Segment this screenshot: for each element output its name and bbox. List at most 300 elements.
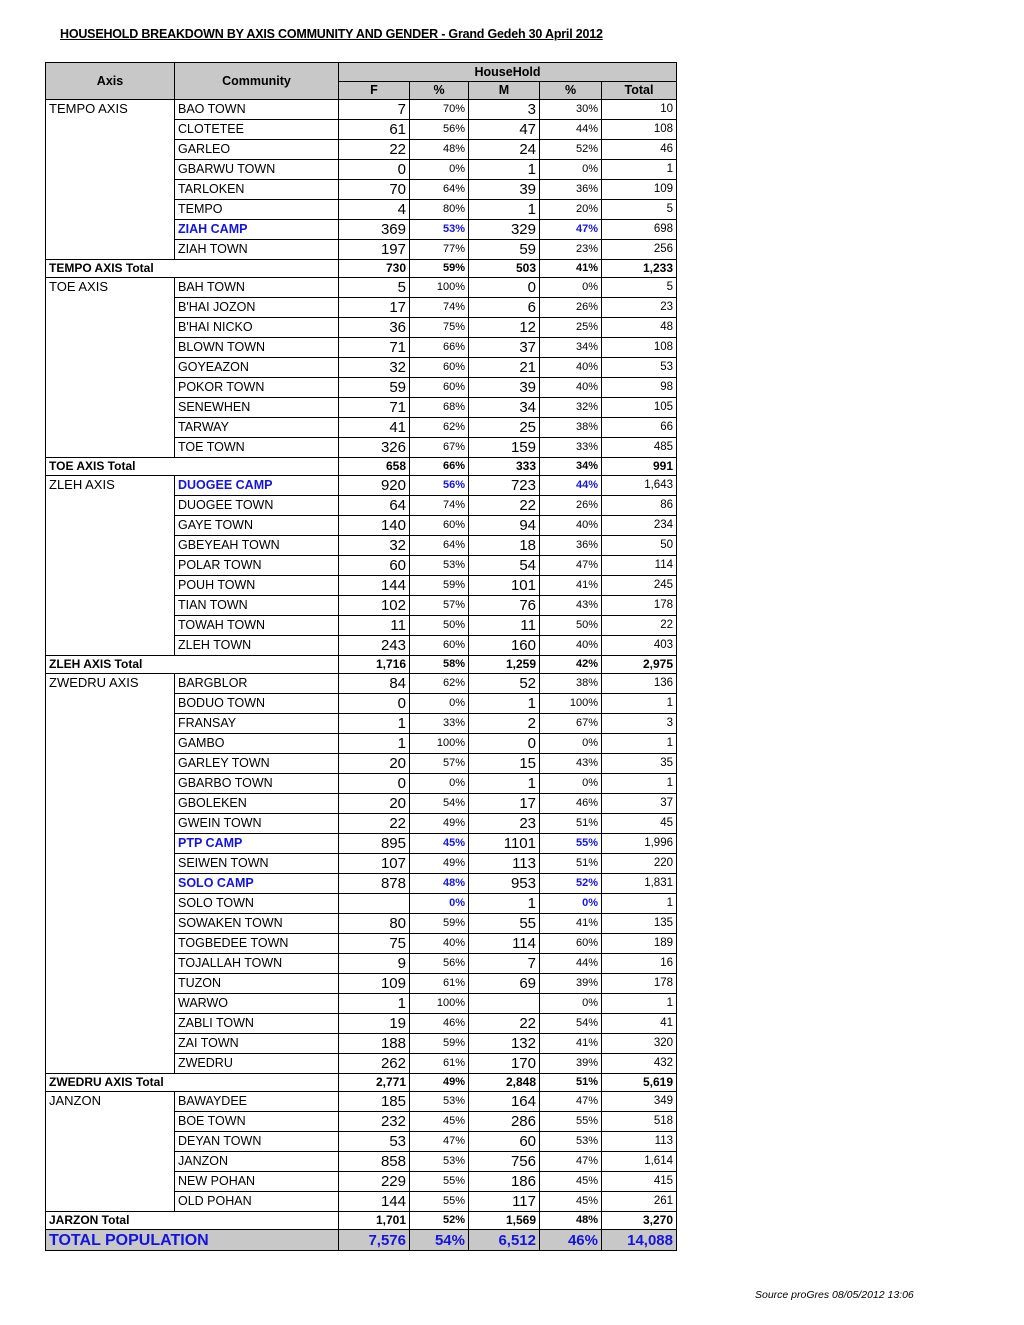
- female-percent: 62%: [410, 418, 469, 438]
- row-total: 105: [602, 398, 677, 418]
- female-percent: 49%: [410, 814, 469, 834]
- male-count: 69: [469, 974, 540, 994]
- female-percent: 100%: [410, 734, 469, 754]
- male-count: 113: [469, 854, 540, 874]
- community-name: GARLEY TOWN: [175, 754, 339, 774]
- female-count: 75: [339, 934, 410, 954]
- male-percent: 55%: [540, 834, 602, 854]
- community-name: GBEYEAH TOWN: [175, 536, 339, 556]
- axis-total-female-percent: 66%: [410, 458, 469, 476]
- male-count: 25: [469, 418, 540, 438]
- male-count: 114: [469, 934, 540, 954]
- row-total: 23: [602, 298, 677, 318]
- axis-total-male-percent: 41%: [540, 260, 602, 278]
- male-percent: 43%: [540, 596, 602, 616]
- axis-total-male-percent: 48%: [540, 1212, 602, 1230]
- community-name: ZABLI TOWN: [175, 1014, 339, 1034]
- row-total: 66: [602, 418, 677, 438]
- male-percent: 0%: [540, 774, 602, 794]
- row-total: 1: [602, 774, 677, 794]
- axis-total-male-percent: 51%: [540, 1074, 602, 1092]
- female-percent: 80%: [410, 200, 469, 220]
- female-count: 878: [339, 874, 410, 894]
- community-name: DUOGEE TOWN: [175, 496, 339, 516]
- female-count: 1: [339, 994, 410, 1014]
- row-total: 135: [602, 914, 677, 934]
- female-percent: 60%: [410, 636, 469, 656]
- row-total: 114: [602, 556, 677, 576]
- female-count: 144: [339, 1192, 410, 1212]
- female-count: 0: [339, 774, 410, 794]
- male-count: 60: [469, 1132, 540, 1152]
- axis-total-row: [46, 656, 677, 674]
- row-total: 698: [602, 220, 677, 240]
- axis-name: TOE AXIS: [46, 278, 175, 458]
- female-percent: 0%: [410, 894, 469, 914]
- male-percent: 34%: [540, 338, 602, 358]
- male-count: 1: [469, 160, 540, 180]
- male-count: 22: [469, 1014, 540, 1034]
- community-name: B'HAI NICKO: [175, 318, 339, 338]
- row-total: 5: [602, 278, 677, 298]
- female-percent: 74%: [410, 496, 469, 516]
- male-count: 1: [469, 894, 540, 914]
- male-count: 1: [469, 694, 540, 714]
- community-name: TOJALLAH TOWN: [175, 954, 339, 974]
- male-count: 11: [469, 616, 540, 636]
- male-percent: 47%: [540, 556, 602, 576]
- female-percent: 56%: [410, 120, 469, 140]
- female-count: 243: [339, 636, 410, 656]
- row-total: 5: [602, 200, 677, 220]
- female-percent: 60%: [410, 516, 469, 536]
- female-percent: 48%: [410, 874, 469, 894]
- community-name: NEW POHAN: [175, 1172, 339, 1192]
- row-total: 10: [602, 100, 677, 120]
- male-count: 3: [469, 100, 540, 120]
- female-percent: 53%: [410, 220, 469, 240]
- grand-total-male: 6,512: [469, 1230, 540, 1251]
- row-total: 108: [602, 338, 677, 358]
- female-percent: 53%: [410, 556, 469, 576]
- row-total: 234: [602, 516, 677, 536]
- male-percent: 52%: [540, 874, 602, 894]
- male-count: 54: [469, 556, 540, 576]
- m-header: M: [469, 82, 540, 100]
- grand-total-female-percent: 54%: [410, 1230, 469, 1251]
- row-total: 45: [602, 814, 677, 834]
- male-count: 132: [469, 1034, 540, 1054]
- axis-total-male-percent: 42%: [540, 656, 602, 674]
- female-count: 9: [339, 954, 410, 974]
- community-name: BAH TOWN: [175, 278, 339, 298]
- female-percent: 66%: [410, 338, 469, 358]
- community-name: TOGBEDEE TOWN: [175, 934, 339, 954]
- female-count: 60: [339, 556, 410, 576]
- table-row: [46, 1092, 677, 1112]
- male-percent: 40%: [540, 636, 602, 656]
- axis-total-male: 1,259: [469, 656, 540, 674]
- male-percent: 52%: [540, 140, 602, 160]
- community-name: SEIWEN TOWN: [175, 854, 339, 874]
- community-name: BAWAYDEE: [175, 1092, 339, 1112]
- table-row: [46, 278, 677, 298]
- female-count: 920: [339, 476, 410, 496]
- community-name: SOLO CAMP: [175, 874, 339, 894]
- community-name: B'HAI JOZON: [175, 298, 339, 318]
- female-percent: 46%: [410, 1014, 469, 1034]
- row-total: 35: [602, 754, 677, 774]
- female-count: 22: [339, 814, 410, 834]
- male-percent: 67%: [540, 714, 602, 734]
- female-count: 102: [339, 596, 410, 616]
- female-percent: 53%: [410, 1092, 469, 1112]
- male-count: 76: [469, 596, 540, 616]
- row-total: 1,996: [602, 834, 677, 854]
- household-table: [45, 62, 677, 1251]
- male-percent: 38%: [540, 418, 602, 438]
- female-count: 140: [339, 516, 410, 536]
- female-percent: 57%: [410, 596, 469, 616]
- male-count: 59: [469, 240, 540, 260]
- female-count: 144: [339, 576, 410, 596]
- female-count: 53: [339, 1132, 410, 1152]
- male-percent: 47%: [540, 1152, 602, 1172]
- axis-total-label: TOE AXIS Total: [46, 458, 339, 476]
- row-total: 41: [602, 1014, 677, 1034]
- grand-total-row: [46, 1230, 677, 1251]
- household-header: HouseHold: [339, 63, 677, 82]
- community-name: ZAI TOWN: [175, 1034, 339, 1054]
- footer-source: Source proGres 08/05/2012 13:06: [755, 1289, 914, 1301]
- axis-total-label: TEMPO AXIS Total: [46, 260, 339, 278]
- female-count: 80: [339, 914, 410, 934]
- axis-name: TEMPO AXIS: [46, 100, 175, 260]
- male-percent: 46%: [540, 794, 602, 814]
- table-row: [46, 100, 677, 120]
- female-percent: 64%: [410, 180, 469, 200]
- axis-total-female: 658: [339, 458, 410, 476]
- axis-total-total: 5,619: [602, 1074, 677, 1092]
- row-total: 245: [602, 576, 677, 596]
- community-name: DEYAN TOWN: [175, 1132, 339, 1152]
- male-count: 1101: [469, 834, 540, 854]
- male-count: 117: [469, 1192, 540, 1212]
- female-percent: 70%: [410, 100, 469, 120]
- community-name: BARGBLOR: [175, 674, 339, 694]
- row-total: 3: [602, 714, 677, 734]
- male-count: 94: [469, 516, 540, 536]
- female-percent: 0%: [410, 774, 469, 794]
- female-percent: 45%: [410, 834, 469, 854]
- female-count: 5: [339, 278, 410, 298]
- female-count: 0: [339, 694, 410, 714]
- male-count: 22: [469, 496, 540, 516]
- male-count: 55: [469, 914, 540, 934]
- male-percent: 45%: [540, 1172, 602, 1192]
- female-percent: 60%: [410, 358, 469, 378]
- female-count: 70: [339, 180, 410, 200]
- axis-total-male: 333: [469, 458, 540, 476]
- male-percent: 0%: [540, 734, 602, 754]
- female-percent: 74%: [410, 298, 469, 318]
- axis-total-male: 2,848: [469, 1074, 540, 1092]
- row-total: 349: [602, 1092, 677, 1112]
- row-total: 432: [602, 1054, 677, 1074]
- axis-total-female-percent: 59%: [410, 260, 469, 278]
- community-name: BAO TOWN: [175, 100, 339, 120]
- grand-total-label: TOTAL POPULATION: [46, 1230, 339, 1251]
- female-count: 22: [339, 140, 410, 160]
- axis-total-female-percent: 49%: [410, 1074, 469, 1092]
- female-percent: 55%: [410, 1192, 469, 1212]
- community-name: GARLEO: [175, 140, 339, 160]
- community-name: TOWAH TOWN: [175, 616, 339, 636]
- male-percent: 25%: [540, 318, 602, 338]
- female-count: 197: [339, 240, 410, 260]
- axis-total-label: ZWEDRU AXIS Total: [46, 1074, 339, 1092]
- female-count: 0: [339, 160, 410, 180]
- male-count: 21: [469, 358, 540, 378]
- axis-total-row: [46, 260, 677, 278]
- community-name: GWEIN TOWN: [175, 814, 339, 834]
- female-count: 185: [339, 1092, 410, 1112]
- community-name: BLOWN TOWN: [175, 338, 339, 358]
- row-total: 136: [602, 674, 677, 694]
- row-total: 415: [602, 1172, 677, 1192]
- male-percent: 39%: [540, 974, 602, 994]
- male-count: 186: [469, 1172, 540, 1192]
- female-percent: 75%: [410, 318, 469, 338]
- community-name: FRANSAY: [175, 714, 339, 734]
- female-count: 61: [339, 120, 410, 140]
- male-percent: 40%: [540, 516, 602, 536]
- female-percent: 0%: [410, 160, 469, 180]
- axis-header: Axis: [46, 63, 175, 100]
- female-percent: 61%: [410, 974, 469, 994]
- community-name: WARWO: [175, 994, 339, 1014]
- male-count: 1: [469, 200, 540, 220]
- male-percent: 54%: [540, 1014, 602, 1034]
- female-count: 858: [339, 1152, 410, 1172]
- community-name: ZIAH CAMP: [175, 220, 339, 240]
- total-header: Total: [602, 82, 677, 100]
- grand-total-female: 7,576: [339, 1230, 410, 1251]
- female-count: 71: [339, 398, 410, 418]
- axis-total-female-percent: 58%: [410, 656, 469, 674]
- male-count: 47: [469, 120, 540, 140]
- axis-total-female: 1,701: [339, 1212, 410, 1230]
- male-count: 756: [469, 1152, 540, 1172]
- female-count: 188: [339, 1034, 410, 1054]
- male-percent: 26%: [540, 496, 602, 516]
- female-count: 7: [339, 100, 410, 120]
- male-percent: 41%: [540, 914, 602, 934]
- page-title: HOUSEHOLD BREAKDOWN BY AXIS COMMUNITY AND GENDER - Grand Gedeh 30 April 2012: [60, 27, 603, 41]
- male-count: 23: [469, 814, 540, 834]
- community-name: BOE TOWN: [175, 1112, 339, 1132]
- female-percent: 55%: [410, 1172, 469, 1192]
- row-total: 1,831: [602, 874, 677, 894]
- row-total: 485: [602, 438, 677, 458]
- grand-total-male-percent: 46%: [540, 1230, 602, 1251]
- pct-f-header: %: [410, 82, 469, 100]
- female-percent: 0%: [410, 694, 469, 714]
- row-total: 189: [602, 934, 677, 954]
- community-name: TARWAY: [175, 418, 339, 438]
- community-name: GBOLEKEN: [175, 794, 339, 814]
- male-count: [469, 994, 540, 1014]
- male-percent: 51%: [540, 814, 602, 834]
- male-count: 12: [469, 318, 540, 338]
- female-percent: 100%: [410, 994, 469, 1014]
- male-percent: 33%: [540, 438, 602, 458]
- male-percent: 60%: [540, 934, 602, 954]
- row-total: 1,643: [602, 476, 677, 496]
- axis-total-row: [46, 1212, 677, 1230]
- axis-total-total: 2,975: [602, 656, 677, 674]
- male-percent: 45%: [540, 1192, 602, 1212]
- female-percent: 59%: [410, 576, 469, 596]
- axis-name: JANZON: [46, 1092, 175, 1212]
- female-count: 20: [339, 754, 410, 774]
- male-count: 723: [469, 476, 540, 496]
- female-count: 64: [339, 496, 410, 516]
- male-percent: 50%: [540, 616, 602, 636]
- male-percent: 100%: [540, 694, 602, 714]
- row-total: 109: [602, 180, 677, 200]
- row-total: 256: [602, 240, 677, 260]
- table-row: [46, 674, 677, 694]
- male-percent: 47%: [540, 220, 602, 240]
- community-name: GAYE TOWN: [175, 516, 339, 536]
- axis-total-row: [46, 458, 677, 476]
- community-name: BODUO TOWN: [175, 694, 339, 714]
- male-count: 52: [469, 674, 540, 694]
- male-count: 24: [469, 140, 540, 160]
- male-count: 286: [469, 1112, 540, 1132]
- axis-total-row: [46, 1074, 677, 1092]
- community-name: TIAN TOWN: [175, 596, 339, 616]
- axis-total-label: JARZON Total: [46, 1212, 339, 1230]
- row-total: 53: [602, 358, 677, 378]
- male-count: 953: [469, 874, 540, 894]
- row-total: 1: [602, 160, 677, 180]
- community-name: TUZON: [175, 974, 339, 994]
- female-percent: 100%: [410, 278, 469, 298]
- community-name: GBARWU TOWN: [175, 160, 339, 180]
- female-percent: 33%: [410, 714, 469, 734]
- community-name: TARLOKEN: [175, 180, 339, 200]
- female-percent: 49%: [410, 854, 469, 874]
- male-count: 164: [469, 1092, 540, 1112]
- female-count: 17: [339, 298, 410, 318]
- row-total: 48: [602, 318, 677, 338]
- male-count: 2: [469, 714, 540, 734]
- axis-total-female: 2,771: [339, 1074, 410, 1092]
- male-percent: 53%: [540, 1132, 602, 1152]
- male-count: 160: [469, 636, 540, 656]
- community-name: ZLEH TOWN: [175, 636, 339, 656]
- community-name: PTP CAMP: [175, 834, 339, 854]
- female-percent: 62%: [410, 674, 469, 694]
- row-total: 403: [602, 636, 677, 656]
- community-name: SOLO TOWN: [175, 894, 339, 914]
- female-count: 41: [339, 418, 410, 438]
- female-count: 20: [339, 794, 410, 814]
- community-name: GAMBO: [175, 734, 339, 754]
- female-percent: 50%: [410, 616, 469, 636]
- male-percent: 30%: [540, 100, 602, 120]
- female-percent: 40%: [410, 934, 469, 954]
- female-count: 109: [339, 974, 410, 994]
- row-total: 50: [602, 536, 677, 556]
- row-total: 518: [602, 1112, 677, 1132]
- female-percent: 77%: [410, 240, 469, 260]
- row-total: 178: [602, 974, 677, 994]
- community-name: GBARBO TOWN: [175, 774, 339, 794]
- community-name: POKOR TOWN: [175, 378, 339, 398]
- grand-total-total: 14,088: [602, 1230, 677, 1251]
- male-percent: 20%: [540, 200, 602, 220]
- female-count: 895: [339, 834, 410, 854]
- community-name: OLD POHAN: [175, 1192, 339, 1212]
- female-count: 369: [339, 220, 410, 240]
- female-percent: 67%: [410, 438, 469, 458]
- community-name: DUOGEE CAMP: [175, 476, 339, 496]
- community-name: POUH TOWN: [175, 576, 339, 596]
- community-name: ZIAH TOWN: [175, 240, 339, 260]
- male-count: 170: [469, 1054, 540, 1074]
- row-total: 178: [602, 596, 677, 616]
- male-percent: 0%: [540, 994, 602, 1014]
- male-count: 7: [469, 954, 540, 974]
- male-count: 15: [469, 754, 540, 774]
- male-percent: 36%: [540, 536, 602, 556]
- axis-total-female: 730: [339, 260, 410, 278]
- female-count: 36: [339, 318, 410, 338]
- community-name: SOWAKEN TOWN: [175, 914, 339, 934]
- male-percent: 44%: [540, 476, 602, 496]
- female-count: 71: [339, 338, 410, 358]
- male-percent: 39%: [540, 1054, 602, 1074]
- table-row: [46, 476, 677, 496]
- axis-total-female-percent: 52%: [410, 1212, 469, 1230]
- community-name: TEMPO: [175, 200, 339, 220]
- community-name: TOE TOWN: [175, 438, 339, 458]
- male-percent: 41%: [540, 576, 602, 596]
- male-count: 37: [469, 338, 540, 358]
- male-count: 329: [469, 220, 540, 240]
- f-header: F: [339, 82, 410, 100]
- female-count: 326: [339, 438, 410, 458]
- row-total: 1: [602, 734, 677, 754]
- male-percent: 36%: [540, 180, 602, 200]
- male-percent: 40%: [540, 378, 602, 398]
- female-percent: 59%: [410, 914, 469, 934]
- male-count: 17: [469, 794, 540, 814]
- axis-total-label: ZLEH AXIS Total: [46, 656, 339, 674]
- female-count: 229: [339, 1172, 410, 1192]
- female-count: 84: [339, 674, 410, 694]
- row-total: 1,614: [602, 1152, 677, 1172]
- axis-total-male: 1,569: [469, 1212, 540, 1230]
- female-count: 1: [339, 714, 410, 734]
- row-total: 1: [602, 994, 677, 1014]
- male-count: 39: [469, 378, 540, 398]
- axis-total-total: 991: [602, 458, 677, 476]
- row-total: 22: [602, 616, 677, 636]
